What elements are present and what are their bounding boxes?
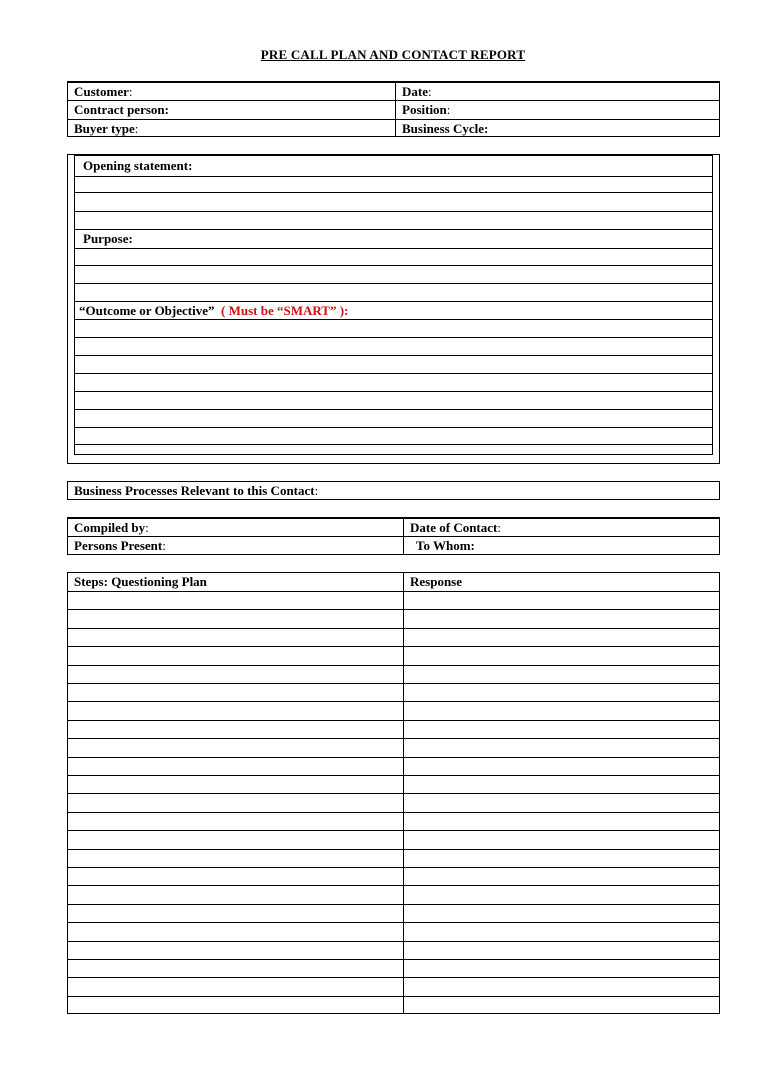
questioning-row-line[interactable] (68, 738, 719, 739)
business-processes-colon: : (314, 483, 319, 498)
questioning-row-line[interactable] (68, 849, 719, 850)
persons-present-label: Persons Present (74, 538, 163, 553)
outcome-line-8[interactable] (75, 444, 712, 445)
persons-present-field[interactable] (68, 537, 403, 554)
purpose-line-3[interactable] (75, 283, 712, 284)
steps-header: Steps: Questioning Plan (74, 574, 207, 589)
buyer-type-label: Buyer type (74, 121, 135, 136)
questioning-row-line[interactable] (68, 867, 719, 868)
outcome-label-text: “Outcome or Objective” (79, 303, 215, 318)
questioning-row-line[interactable] (68, 959, 719, 960)
outcome-line-4[interactable] (75, 373, 712, 374)
document-title: PRE CALL PLAN AND CONTACT REPORT (260, 47, 526, 62)
planning-inner (74, 155, 713, 455)
contract-person-label: Contract person: (74, 102, 169, 117)
questioning-row-line[interactable] (68, 591, 719, 592)
customer-colon: : (128, 84, 133, 99)
date-label: Date (402, 84, 428, 99)
outcome-line-1[interactable] (75, 319, 712, 320)
questioning-row-line[interactable] (68, 977, 719, 978)
date-field[interactable] (396, 83, 719, 100)
outcome-line-5[interactable] (75, 391, 712, 392)
position-field[interactable] (396, 101, 719, 119)
business-processes-label: Business Processes Relevant to this Contact (74, 483, 315, 498)
outcome-label (79, 302, 348, 320)
header-row-buyer (68, 119, 719, 136)
response-header: Response (410, 574, 463, 589)
questioning-row-line[interactable] (68, 830, 719, 831)
persons-present-colon: : (162, 538, 166, 553)
questioning-row-line[interactable] (68, 720, 719, 721)
questioning-row-line[interactable] (68, 904, 719, 905)
business-processes-cell (68, 482, 719, 499)
questioning-row-line[interactable] (68, 701, 719, 702)
questioning-row-line[interactable] (68, 941, 719, 942)
questioning-table (67, 572, 720, 1014)
contact-row-1 (68, 518, 719, 536)
outcome-line-3[interactable] (75, 355, 712, 356)
opening-line-4[interactable] (75, 229, 712, 230)
questioning-row-line[interactable] (68, 628, 719, 629)
position-label: Position (402, 102, 447, 117)
to-whom-label: To Whom: (416, 538, 475, 553)
header-row-contract (68, 100, 719, 119)
business-cycle-label: Business Cycle: (402, 121, 489, 136)
questioning-row-line[interactable] (68, 646, 719, 647)
contact-table (67, 517, 720, 555)
purpose-line-2[interactable] (75, 265, 712, 266)
contact-row-2 (68, 536, 719, 554)
outcome-line-6[interactable] (75, 409, 712, 410)
business-cycle-field[interactable] (396, 120, 719, 136)
outcome-line-2[interactable] (75, 337, 712, 338)
opening-line-1[interactable] (75, 176, 712, 177)
smart-note: ( Must be “SMART” ): (221, 303, 349, 318)
header-table (67, 81, 720, 137)
opening-statement-label: Opening statement: (83, 158, 193, 173)
opening-line-3[interactable] (75, 211, 712, 212)
buyer-type-colon: : (134, 121, 139, 136)
date-colon: : (428, 84, 432, 99)
to-whom-field[interactable] (404, 537, 719, 554)
questioning-row-line[interactable] (68, 922, 719, 923)
opening-line-2[interactable] (75, 192, 712, 193)
compiled-by-label: Compiled by (74, 520, 146, 535)
position-colon: : (446, 102, 451, 117)
outcome-line-7[interactable] (75, 427, 712, 428)
purpose-label: Purpose: (83, 231, 133, 246)
planning-section (67, 154, 720, 464)
buyer-type-field[interactable] (68, 120, 395, 136)
questioning-row-line[interactable] (68, 665, 719, 666)
questioning-row-line[interactable] (68, 885, 719, 886)
questioning-row-line[interactable] (68, 609, 719, 610)
questioning-row-line[interactable] (68, 793, 719, 794)
header-row-customer (68, 82, 719, 100)
business-processes-field[interactable] (67, 481, 720, 500)
questioning-row-line[interactable] (68, 996, 719, 997)
date-of-contact-label: Date of Contact (410, 520, 498, 535)
date-of-contact-field[interactable] (404, 519, 719, 536)
contract-person-field[interactable] (68, 101, 395, 119)
date-of-contact-colon: : (497, 520, 501, 535)
questioning-row-line[interactable] (68, 812, 719, 813)
questioning-row-line[interactable] (68, 683, 719, 684)
questioning-row-line[interactable] (68, 775, 719, 776)
questioning-row-line[interactable] (68, 757, 719, 758)
purpose-line-1[interactable] (75, 248, 712, 249)
compiled-by-field[interactable] (68, 519, 403, 536)
compiled-by-colon: : (145, 520, 149, 535)
customer-field[interactable] (68, 83, 395, 100)
customer-label: Customer (74, 84, 129, 99)
